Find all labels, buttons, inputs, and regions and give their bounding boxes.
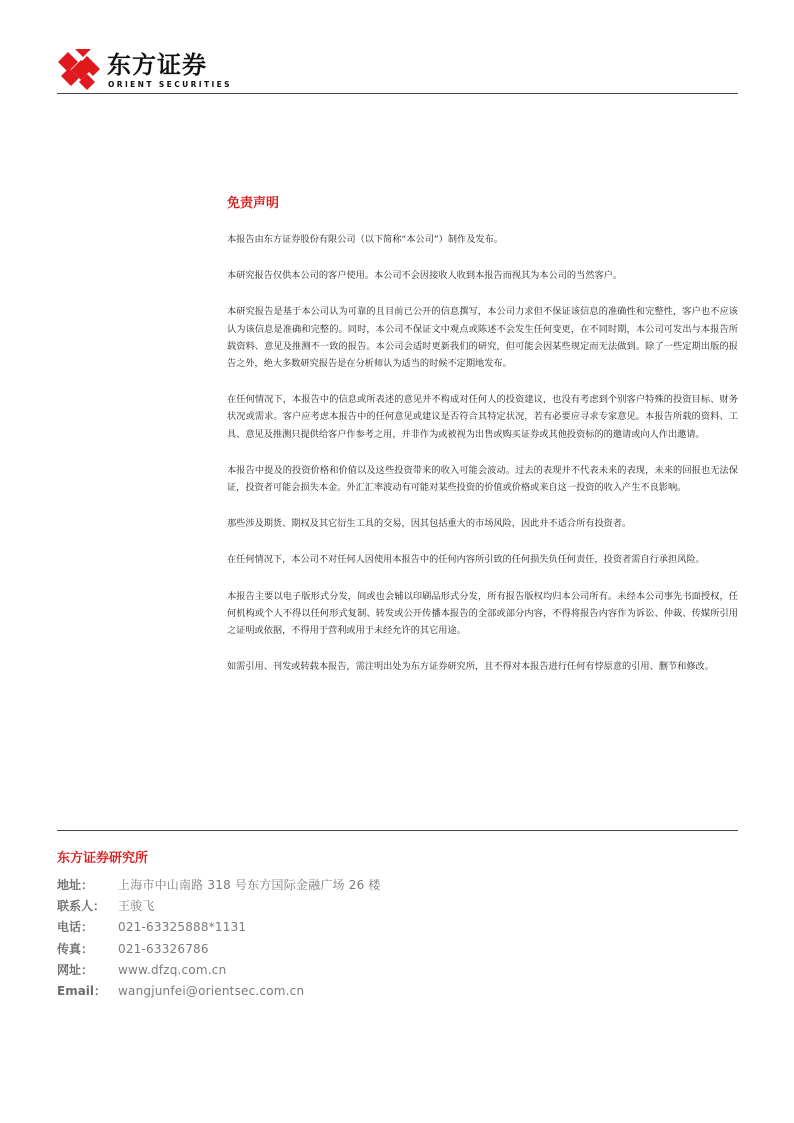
logo-chinese-name: 东方证券 <box>107 51 207 79</box>
disclaimer-paragraph: 如需引用、刊发或转载本报告，需注明出处为东方证券研究所，且不得对本报告进行任何有悖原意的引用、删节和修改。 <box>227 661 714 673</box>
disclaimer-section <box>227 195 738 694</box>
disclaimer-paragraph: 在任何情况下，本报告中的信息或所表述的意见并不构成对任何人的投资建议，也没有考虑到个别客户特殊的投资目标、财务状况或需求。客户应考虑本报告中的任何意见或建议是否符合其特定状况，若有必要应寻求专家意见。本报告所载的资料、工具、意见及推测只提供给客户作参考之用，并非作为或被视为出售或购买证券或其他投资标的的邀请或向人作出邀请。 <box>227 394 738 440</box>
contact-row-phone <box>57 917 738 938</box>
address-label: 地址： <box>57 878 94 892</box>
contact-row-person <box>57 896 738 917</box>
contact-row-email <box>57 981 738 1002</box>
contact-row-address <box>57 875 738 896</box>
disclaimer-paragraph: 那些涉及期货、期权及其它衍生工具的交易，因其包括重大的市场风险，因此并不适合所有投资者。 <box>227 518 632 530</box>
disclaimer-paragraph: 本研究报告仅供本公司的客户使用。本公司不会因接收人收到本报告而视其为本公司的当然客户。 <box>227 270 623 282</box>
disclaimer-paragraph: 本报告中提及的投资价格和价值以及这些投资带来的收入可能会波动。过去的表现并不代表未来的表现，未来的回报也无法保证，投资者可能会损失本金。外汇汇率波动有可能对某些投资的价值或价格或来自这一投资的收入产生不良影响。 <box>227 464 738 494</box>
contact-section <box>57 850 738 1002</box>
phone-label: 电话： <box>57 920 94 935</box>
page-header <box>57 48 738 96</box>
disclaimer-paragraph: 在任何情况下，本公司不对任何人因使用本报告中的任何内容所引致的任何损失负任何责任，投资者需自行承担风险。 <box>227 554 705 566</box>
address-value: 上海市中山南路 318 号东方国际金融广场 26 楼 <box>118 878 381 892</box>
contact-person-label: 联系人： <box>57 899 106 914</box>
website-value: www.dfzq.com.cn <box>118 962 227 977</box>
website-label: 网址： <box>57 962 94 977</box>
contact-person-value: 王骏飞 <box>118 899 155 914</box>
disclaimer-paragraph: 本研究报告是基于本公司认为可靠的且目前已公开的信息撰写，本公司力求但不保证该信息的准确性和完整性，客户也不应该认为该信息是准确和完整的。同时，本公司不保证文中观点或陈述不会发生任何变更，在不同时期，本公司可发出与本报告所载资料、意见及推测不一致的报告。本公司会适时更新我们的研究，但可能会因某些规定而无法做到。除了一些定期出版的报告之外，绝大多数研究报告是在分析师认为适当的时候不定期地发布。 <box>227 306 738 370</box>
email-label: Email： <box>57 983 107 998</box>
contact-row-website <box>57 960 738 981</box>
fax-value: 021-63326786 <box>118 941 209 956</box>
disclaimer-paragraph: 本报告主要以电子版形式分发，间或也会辅以印刷品形式分发，所有报告版权均归本公司所有。未经本公司事先书面授权，任何机构或个人不得以任何形式复制、转发或公开传播本报告的全部或部分内容，不得将报告内容作为诉讼、仲裁、传媒所引用之证明或依据，不得用于营利或用于未经允许的其它用途。 <box>227 590 738 637</box>
footer-divider <box>57 830 738 831</box>
contact-title: 东方证券研究所 <box>57 851 149 866</box>
logo-english-name: ORIENT SECURITIES <box>108 80 232 89</box>
disclaimer-title: 免责声明 <box>227 196 280 211</box>
contact-row-fax <box>57 939 738 960</box>
header-divider <box>57 93 738 94</box>
fax-label: 传真： <box>57 941 94 956</box>
email-value: wangjunfei@orientsec.com.cn <box>118 983 305 998</box>
phone-value: 021-63325888*1131 <box>118 920 247 935</box>
disclaimer-paragraph: 本报告由东方证券股份有限公司（以下简称“本公司”）制作及发布。 <box>227 234 503 245</box>
orient-securities-logo-icon <box>57 48 101 90</box>
